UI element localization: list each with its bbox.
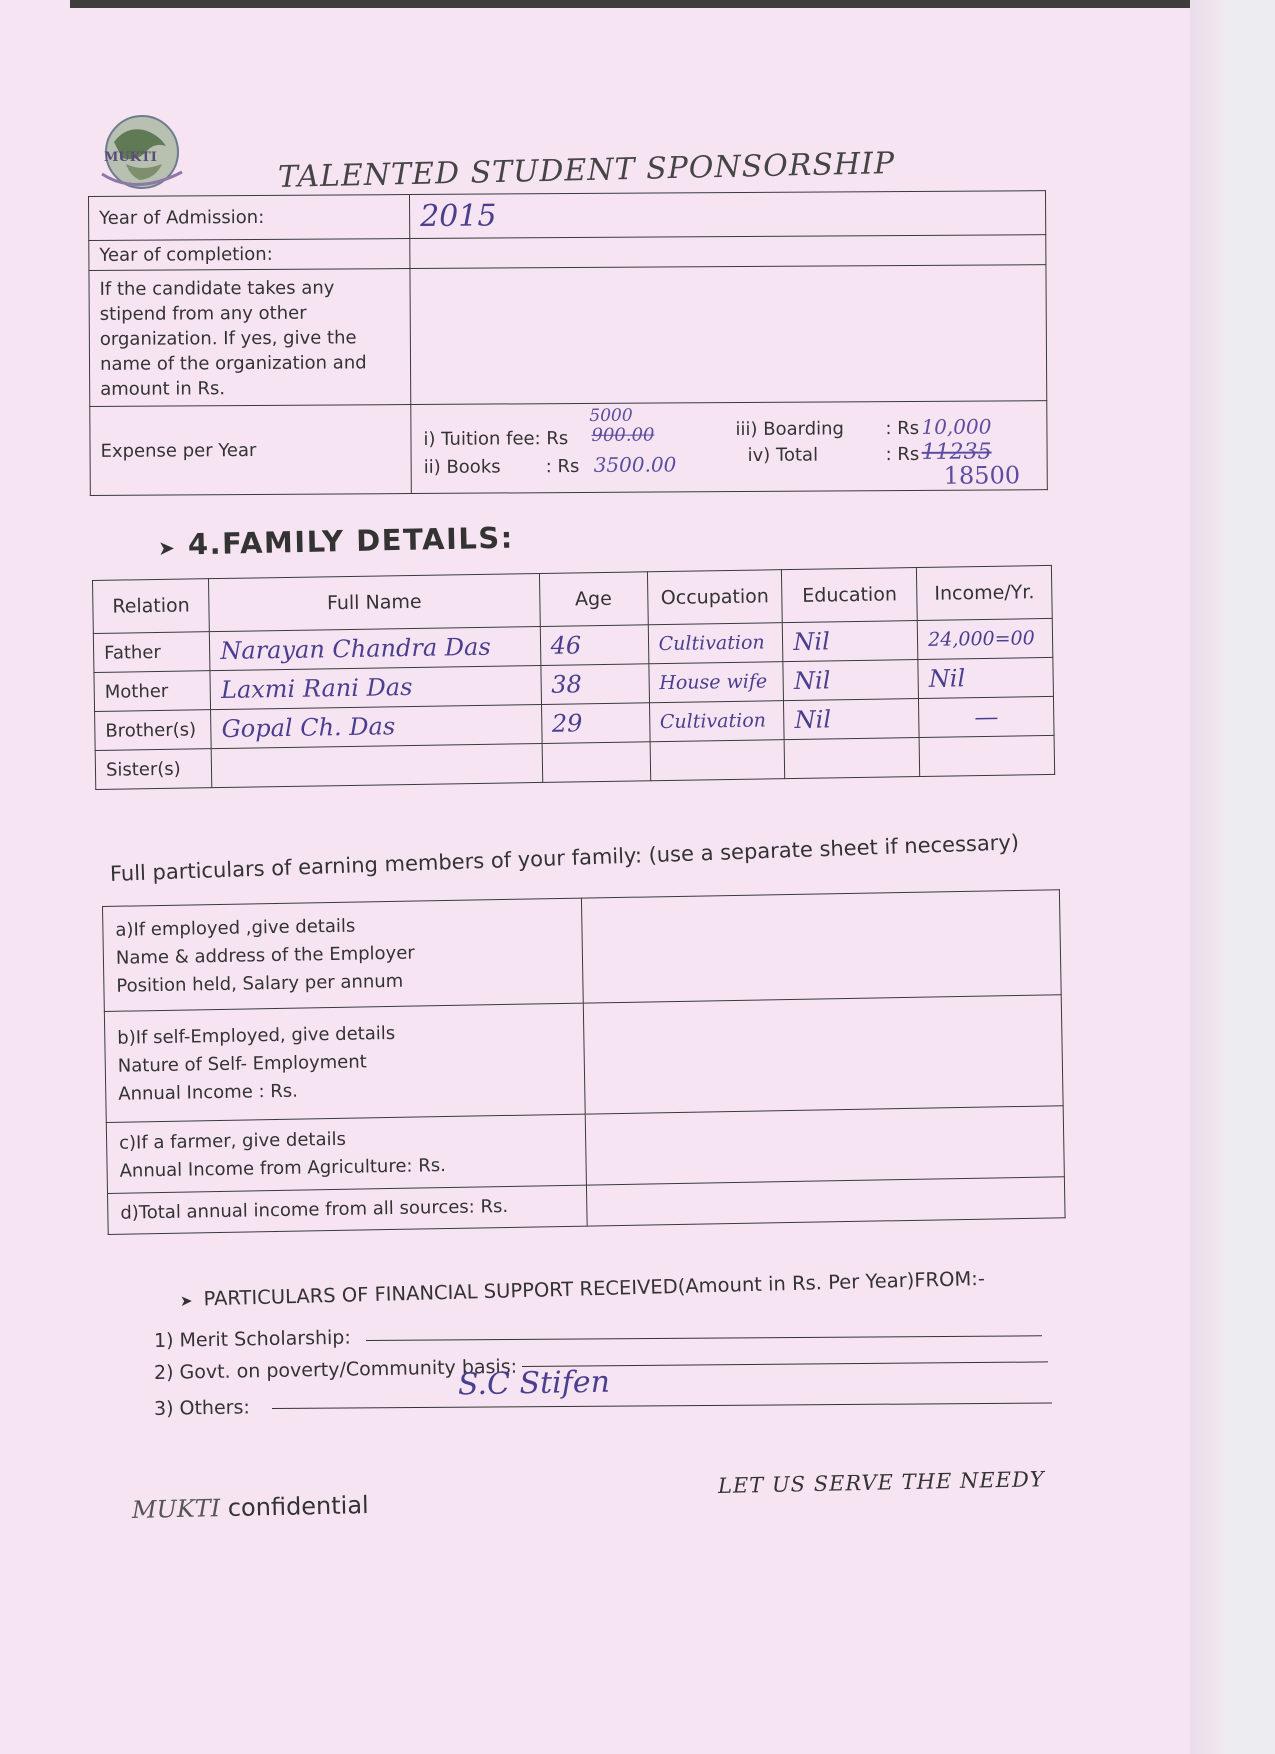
tuition-correction: 5000	[589, 405, 633, 426]
column-header: Education	[782, 568, 918, 623]
education-cell	[784, 738, 919, 779]
table-row	[89, 191, 1046, 241]
books-prefix: : Rs	[545, 456, 580, 478]
tuition-label: i) Tuition fee: Rs	[423, 428, 569, 450]
earning-members-table	[102, 889, 1066, 1235]
page-edge	[1190, 0, 1226, 1754]
relation-cell: Mother	[94, 671, 211, 712]
total-prefix: : Rs	[885, 443, 920, 466]
occupation-cell: House wife	[648, 662, 783, 703]
age-cell: 46	[540, 625, 649, 666]
year-of-admission-handwritten: 2015	[420, 198, 497, 234]
footer-confidential	[132, 1491, 369, 1524]
column-header: Income/Yr.	[917, 565, 1053, 620]
merit-scholarship-label: 1) Merit Scholarship:	[153, 1326, 351, 1352]
column-header: Occupation	[647, 570, 783, 625]
total-income-label	[108, 1185, 588, 1234]
arrow-bullet-icon: ➤	[179, 1291, 198, 1310]
age-cell: 29	[541, 703, 650, 744]
books-label: ii) Books	[423, 456, 501, 478]
family-details-title: 4.FAMILY DETAILS:	[187, 520, 515, 562]
label-line: a)If employed ,give details	[115, 915, 356, 941]
logo-wordmark: MUKTI	[104, 150, 157, 165]
stipend-value	[410, 265, 1047, 405]
income-cell: Nil	[918, 657, 1053, 698]
occupation-cell: Cultivation	[649, 701, 784, 742]
stipend-label: If the candidate takes any stipend from any other organization. If yes, give the name of the organization and amount in Rs.	[89, 269, 411, 407]
boarding-prefix: : Rs	[885, 417, 920, 440]
age-cell	[542, 742, 651, 783]
boarding-value: 10,000	[921, 414, 992, 439]
earning-members-heading: Full particulars of earning members of your family: (use a separate sheet if necessary)	[109, 830, 1020, 886]
name-cell: Gopal Ch. Das	[211, 704, 542, 748]
arrow-bullet-icon: ➤	[157, 535, 177, 560]
relation-cell: Sister(s)	[95, 749, 212, 790]
boarding-label: iii) Boarding	[735, 418, 844, 441]
year-of-admission-label: Year of Admission:	[89, 195, 410, 241]
occupation-cell	[650, 740, 785, 781]
scan-top-edge	[70, 0, 1190, 8]
column-header: Full Name	[209, 573, 540, 631]
label-line: Position held, Salary per annum	[116, 970, 404, 997]
expense-details	[411, 401, 1048, 494]
table-row	[104, 995, 1063, 1123]
relation-cell: Brother(s)	[95, 710, 212, 751]
admission-table	[88, 190, 1048, 496]
age-cell: 38	[540, 664, 649, 705]
form-title: TALENTED STUDENT SPONSORSHIP	[277, 146, 896, 195]
others-label: 3) Others:	[153, 1396, 250, 1420]
name-cell: Narayan Chandra Das	[210, 626, 541, 670]
employed-details-label	[103, 898, 584, 1011]
self-employed-details-value	[583, 995, 1063, 1114]
label-line: Annual Income from Agriculture: Rs.	[119, 1155, 447, 1182]
total-label: iv) Total	[747, 444, 819, 466]
total-income-value	[586, 1177, 1065, 1226]
education-cell: Nil	[783, 660, 918, 701]
income-cell	[919, 735, 1054, 776]
label-line: b)If self-Employed, give details	[117, 1022, 396, 1049]
table-row	[103, 890, 1062, 1012]
name-cell	[211, 743, 542, 787]
table-row	[89, 265, 1047, 407]
farmer-details-label	[106, 1114, 586, 1193]
income-cell: —	[919, 696, 1054, 737]
education-cell: Nil	[784, 699, 919, 740]
year-of-admission-value	[409, 191, 1045, 239]
label-line: Annual Income : Rs.	[118, 1080, 299, 1105]
others-value: S.C Stifen	[457, 1364, 611, 1403]
total-value: 11235	[921, 439, 992, 465]
label-line: d)Total annual income from all sources: Rs.	[120, 1195, 509, 1224]
column-header: Age	[539, 572, 648, 627]
total-correction: 18500	[943, 461, 1021, 490]
financial-support-title: PARTICULARS OF FINANCIAL SUPPORT RECEIVED(Amount in Rs. Per Year)FROM:-	[203, 1266, 986, 1311]
column-header: Relation	[93, 579, 210, 634]
label-line: Nature of Self- Employment	[117, 1051, 367, 1077]
books-value: 3500.00	[593, 452, 677, 477]
table-row	[90, 401, 1048, 496]
footer-motto: LET US SERVE THE NEEDY	[717, 1467, 1045, 1498]
footer-confidential-text: confidential	[219, 1491, 369, 1523]
farmer-details-value	[585, 1106, 1064, 1185]
govt-support-label: 2) Govt. on poverty/Community basis:	[153, 1355, 518, 1384]
relation-cell: Father	[93, 632, 210, 673]
family-details-table	[92, 565, 1055, 790]
expense-label: Expense per Year	[90, 405, 412, 496]
year-of-completion-label: Year of completion:	[89, 239, 410, 271]
income-cell: 24,000=00	[917, 618, 1052, 659]
label-line: Name & address of the Employer	[115, 942, 415, 969]
label-line: c)If a farmer, give details	[118, 1128, 347, 1154]
occupation-cell: Cultivation	[648, 623, 783, 664]
tuition-value: 900.00	[591, 424, 655, 446]
name-cell: Laxmi Rani Das	[210, 665, 541, 709]
footer-brand: MUKTI	[131, 1494, 221, 1524]
self-employed-details-label	[104, 1003, 585, 1122]
year-of-completion-value	[410, 235, 1046, 269]
education-cell: Nil	[783, 621, 918, 662]
employed-details-value	[581, 890, 1061, 1003]
